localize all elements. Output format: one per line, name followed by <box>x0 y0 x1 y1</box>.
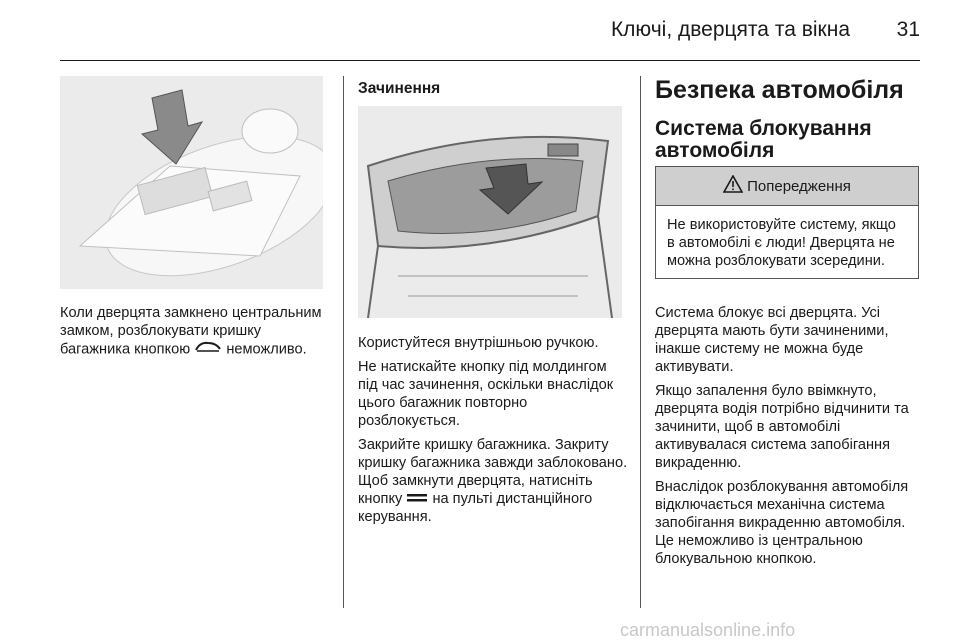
page-number: 31 <box>896 18 920 41</box>
col2-paragraph-2: Не натискайте кнопку під молдингом під час зачинення, оскільки внаслідок цього багажник повторно розблокується. <box>358 359 614 429</box>
col2-paragraph-3a: Закрийте кришку багажника. Закриту кришку багажника завжди заблоковано. Щоб замкнути дверцята, натисніть кнопку <box>358 437 628 507</box>
col2-paragraph-1: Користуйтеся внутрішньою ручкою. <box>358 335 599 351</box>
tailgate-figure <box>358 106 622 318</box>
column-divider-1 <box>343 76 344 608</box>
warning-triangle-icon <box>723 175 743 197</box>
closing-heading: Зачинення <box>358 80 441 97</box>
warning-box <box>655 166 919 279</box>
warning-title: Попередження <box>747 177 851 195</box>
col2-paragraph-3 <box>358 436 628 526</box>
col3-paragraph-3: Внаслідок розблокування автомобіля відключається механічна система запобігання викраденню автомобіля. Це неможливо із центральною блокувальною кнопкою. <box>655 479 909 567</box>
tailgate-illustration <box>358 106 622 318</box>
header-rule <box>60 60 920 61</box>
col3-text <box>655 304 920 574</box>
subsection-title: Система блокування автомобіля <box>655 117 872 162</box>
col3-paragraph-1: Система блокує всі дверцята. Усі дверцята мають бути зачиненими, інакше систему не можна буде активувати. <box>655 305 889 375</box>
col3-paragraph-2: Якщо запалення було ввімкнуто, дверцята водія потрібно відчинити та зачинити, щоб в автомобілі активувалася система запобігання викраденню. <box>655 383 909 471</box>
key-fob-illustration <box>60 76 323 289</box>
watermark: carmanualsonline.info <box>620 620 796 640</box>
col2-paragraph-3b: на пульті дистанційного керування. <box>358 491 593 526</box>
key-fob-figure <box>60 76 323 289</box>
lock-button-icon <box>406 490 428 508</box>
col1-text-a: Коли дверцята замкнено центральним замком, розблокувати кришку багажника кнопкою <box>60 305 322 358</box>
col1-text-b: неможливо. <box>226 341 307 358</box>
page-header-title: Ключі, дверцята та вікна <box>610 18 850 41</box>
col2-text <box>358 334 628 532</box>
column-divider-2 <box>640 76 641 608</box>
warning-header <box>656 167 918 206</box>
col1-text <box>60 304 325 359</box>
car-tailgate-icon <box>194 340 222 359</box>
warning-text: Не використовуйте систему, якщо в автомобілі є люди! Дверцята не можна розблокувати зсередини. <box>667 217 896 269</box>
section-title: Безпека автомобіля <box>655 76 904 104</box>
